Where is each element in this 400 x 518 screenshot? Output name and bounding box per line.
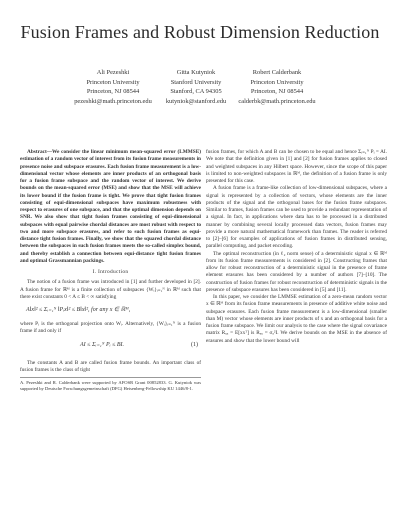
author-name: Gitta Kutyniok (176, 69, 216, 76)
author-block (212, 68, 342, 106)
equation-body: AI ≤ Σᵢ₌₁ᴺ Pᵢ ≤ BI. (80, 341, 125, 348)
body-paragraph: The constants A and B are called fusion frame bounds. An important class of fusion frames is the class of tight (20, 359, 201, 373)
abstract: Abstract—We consider the linear minimum mean-squared error (LMMSE) estimation of a random vector of interest from its fusion frame measurements in presence noise and subspace erasures. Each fusion frame measurement is a low-dimensional vector whose elements are inner products of an orthogonal basis for a fusion frame subspace and the random vector of interest. We derive bounds on the mean-squared error (MSE) and show that the MSE will achieve its lower bound if the fusion frame is tight. We prove that tight fusion frames consisting of equi-dimensional subspaces have maximum robustness with respect to erasures of one subspace, and that the optimal dimension depends on SNR. We also show that tight fusion frames consisting of equi-dimensional subspaces with equal pairwise chordal distances are most robust with respect to two and more subspace erasures, and refer to such fusion frames as equi-distance tight fusion frames. Finally, we show that the squared chordal distance between the subspaces in such fusion frames meets the so-called simplex bound, and thereby establish a connection between equi-distance tight fusion frames and optimal Grassmannian packings. (20, 149, 201, 264)
left-column (20, 149, 201, 392)
equation (20, 336, 201, 360)
body-paragraph: The notion of a fusion frame was introduced in [1] and further developed in [2]. A fusion frame for ℝᴹ is a finite collection of subspaces {Wᵢ}ᵢ₌₁ᴺ in ℝᴹ such that there exist constants 0 < A ≤ B < ∞ satisfying (20, 279, 201, 300)
author-email: calderbk@math.princeton.edu (238, 97, 316, 105)
author-address: Princeton, NJ 08544 (250, 88, 304, 95)
equation-number: (1) (191, 341, 198, 348)
section-heading: I. Introduction (92, 269, 129, 275)
paper-title: Fusion Frames and Robust Dimension Reduction (20, 22, 380, 42)
equation (20, 301, 201, 321)
body-paragraph: The optimal reconstruction (in ℓ₂ norm sense) of a deterministic signal x ∈ ℝᴹ from its fusion frame measurements is considered in [2]. Constructing frames that allow for robust reconstruction of a deterministic signal in the presence of frame element erasures has been considered by a number of authors [7]–[10]. The construction of fusion frames for robust reconstruction of deterministic signals in the presence of subspace erasures has been considered in [5] and [11]. (206, 250, 387, 293)
author-email: pezeshki@math.princeton.edu (74, 97, 152, 105)
author-affiliation: Stanford University (170, 78, 222, 86)
author-email: kutyniok@stanford.edu (165, 97, 227, 105)
author-name: Ali Pezeshki (96, 69, 130, 76)
body-paragraph: where Pᵢ is the orthogonal projection onto Wᵢ. Alternatively, {Wᵢ}ᵢ₌₁ᴺ is a fusion frame if and only if (20, 321, 201, 335)
body-paragraph: A fusion frame is a frame-like collection of low-dimensional subspaces, where a signal is represented by a collection of vectors, whose elements are the inner products of the signal and the orthogonal bases for the fusion frame subspaces. Similar to frames, fusion frames can be used to provide a redundant representation of a signal. In fact, in applications where data has to be processed in a distributed manner by combining several locally processed data vectors, fusion frames may provide a more natural mathematical framework than frames. The reader is referred to [2]–[6] for examples of applications of fusion frames in distributed sensing, parallel computing, and packet encoding. (206, 185, 387, 250)
equation-body: A‖x‖² ≤ Σᵢ₌₁ᴺ ‖Pᵢx‖² ≤ B‖x‖², for any x ∈ ℝᴹ, (26, 307, 131, 313)
author-address: Princeton, NJ 08544 (86, 88, 140, 95)
body-paragraph: In this paper, we consider the LMMSE estimation of a zero-mean random vector x ∈ ℝᴹ from its fusion frame measurements in presence of additive white noise and subspace erasures. Each fusion frame measurement is a low-dimensional (smaller than M) vector whose elements are inner products of x and an orthogonal basis for a fusion frame subspace. We limit our analysis to the case where the signal covariance matrix Rₓₓ = E[xxᵀ] is Rₓₓ = σₓ²I. We derive bounds on the MSE in the absence of erasures and show that the lower bound will (206, 294, 387, 344)
author-affiliation: Princeton University (86, 78, 140, 86)
author-affiliation: Princeton University (250, 78, 304, 86)
right-column (206, 149, 387, 345)
body-paragraph: fusion frames, for which A and B can be chosen to be equal and hence Σᵢ₌₁ᴺ Pᵢ = AI. We note that the definition given in [1] and [2] for fusion frames applies to closed and weighted subspaces in any Hilbert space. However, since the scope of this paper is limited to non-weighted subspaces in ℝᴹ, the definition of a fusion frame is only presented for this case. (206, 149, 387, 184)
author-name: Robert Calderbank (252, 69, 302, 76)
footnote: A. Pezeshki and R. Calderbank were supported by AFOSR Grant 00852833. G. Kutyniok was supported by Deutsche Forschungsgemeinschaft (DFG) Heisenberg-Fellowship KU 1446/8-1. (20, 377, 201, 392)
author-address: Stanford, CA 94305 (170, 88, 222, 95)
